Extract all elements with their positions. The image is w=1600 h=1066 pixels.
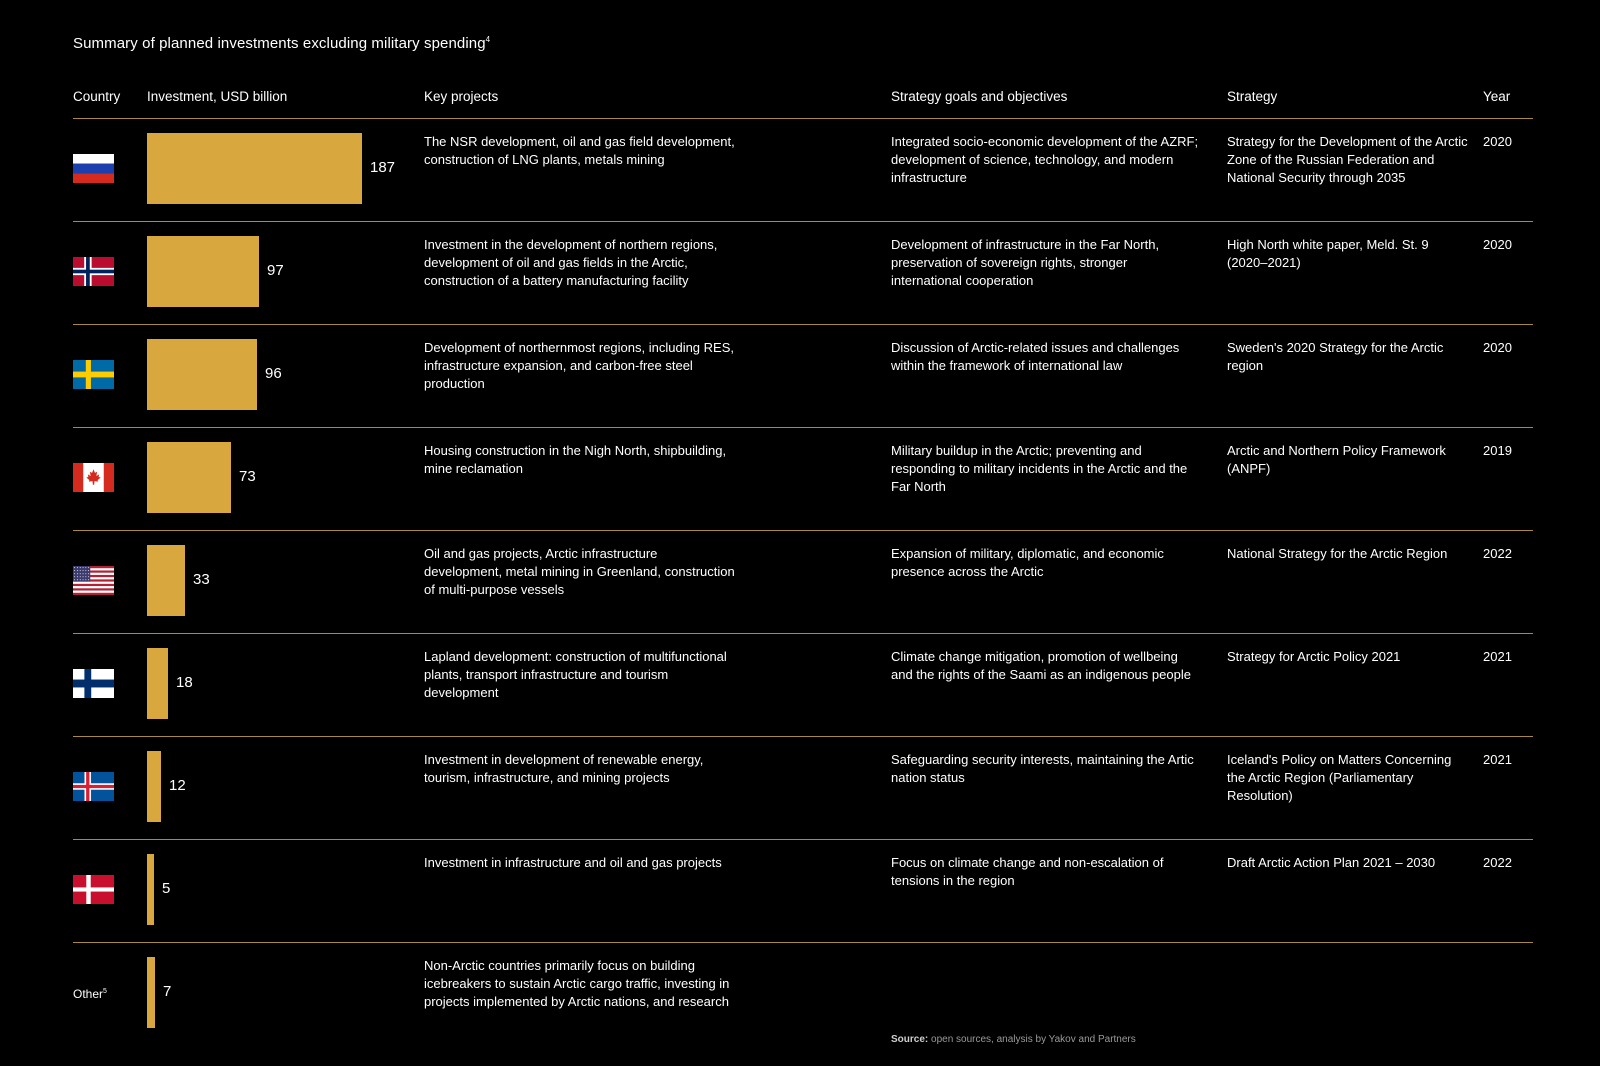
key-projects-cell: Investment in development of renewable energy, tourism, infrastructure, and mining projects (424, 752, 704, 785)
bar-value-label: 73 (239, 468, 256, 485)
norway-flag-icon (73, 257, 114, 286)
strategy-cell: Draft Arctic Action Plan 2021 – 2030 (1227, 855, 1436, 870)
table-row (0, 530, 1600, 633)
country-footnote: 5 (103, 988, 107, 995)
year-cell: 2020 (1483, 134, 1512, 149)
bar-value-label: 187 (370, 159, 396, 176)
strategy-goals-cell: Development of infrastructure in the Far North, preservation of sovereign rights, stronger international cooperation (891, 237, 1160, 288)
year-cell: 2022 (1483, 546, 1512, 561)
iceland-flag-icon (73, 772, 114, 801)
table-row (0, 427, 1600, 530)
key-projects-cell: Non-Arctic countries primarily focus on building icebreakers to sustain Arctic cargo traffic, investing in projects implemented by Arctic nations, and research (424, 958, 730, 1009)
bar-finland (147, 648, 168, 719)
bar-russia (147, 133, 362, 204)
table-row (0, 736, 1600, 839)
key-projects-cell: Development of northernmost regions, including RES, infrastructure expansion, and carbon-free steel production (424, 340, 734, 391)
key-projects-cell: Lapland development: construction of multifunctional plants, transport infrastructure and tourism development (424, 649, 727, 700)
title-footnote: 4 (485, 35, 491, 44)
year-cell: 2021 (1483, 752, 1512, 767)
source-note: Source: open sources, analysis by Yakov and Partners (891, 1034, 1136, 1045)
key-projects-cell: Investment in the development of northern regions, development of oil and gas fields in the Arctic, construction of a battery manufacturing facility (424, 237, 718, 288)
header-key-projects: Key projects (424, 89, 499, 104)
strategy-cell: High North white paper, Meld. St. 9 (2020–2021) (1227, 237, 1429, 270)
strategy-cell: Strategy for Arctic Policy 2021 (1227, 649, 1401, 664)
year-cell: 2021 (1483, 649, 1512, 664)
strategy-cell: Arctic and Northern Policy Framework (ANPF) (1227, 443, 1446, 476)
header-investment: Investment, USD billion (147, 89, 288, 104)
sweden-flag-icon (73, 360, 114, 389)
header-strategy-goals: Strategy goals and objectives (891, 89, 1068, 104)
key-projects-cell: Oil and gas projects, Arctic infrastructure development, metal mining in Greenland, construction of multi-purpose vessels (424, 546, 735, 597)
strategy-goals-cell: Expansion of military, diplomatic, and economic presence across the Arctic (891, 546, 1164, 579)
bar-value-label: 33 (193, 571, 210, 588)
year-cell: 2022 (1483, 855, 1512, 870)
russia-flag-icon (73, 154, 114, 183)
bar-usa (147, 545, 185, 616)
key-projects-cell: Housing construction in the Nigh North, shipbuilding, mine reclamation (424, 443, 727, 476)
bar-denmark (147, 854, 154, 925)
table-row (0, 942, 1600, 1045)
bar-value-label: 18 (176, 674, 193, 691)
year-cell: 2020 (1483, 340, 1512, 355)
bar-value-label: 5 (162, 880, 171, 897)
strategy-goals-cell: Military buildup in the Arctic; preventing and responding to military incidents in the Arctic and the Far North (891, 443, 1188, 494)
usa-flag-icon (73, 566, 114, 595)
strategy-cell: Sweden's 2020 Strategy for the Arctic region (1227, 340, 1444, 373)
bar-value-label: 7 (163, 983, 172, 1000)
bar-norway (147, 236, 259, 307)
strategy-cell: Strategy for the Development of the Arctic Zone of the Russian Federation and National Security through 2035 (1227, 134, 1468, 185)
header-year: Year (1483, 89, 1511, 104)
bar-other (147, 957, 155, 1028)
table-row (0, 633, 1600, 736)
chart-title: Summary of planned investments excluding military spending$^4$ (73, 35, 491, 52)
strategy-goals-cell: Integrated socio-economic development of the AZRF; development of science, technology, and modern infrastructure (891, 134, 1199, 185)
key-projects-cell: The NSR development, oil and gas field development, construction of LNG plants, metals mining (424, 134, 735, 167)
year-cell: 2019 (1483, 443, 1512, 458)
table-row (0, 221, 1600, 324)
strategy-goals-cell: Climate change mitigation, promotion of wellbeing and the rights of the Saami as an indigenous people (891, 649, 1191, 682)
bar-value-label: 12 (169, 777, 186, 794)
strategy-cell: Iceland's Policy on Matters Concerning the Arctic Region (Parliamentary Resolution) (1227, 752, 1452, 803)
strategy-goals-cell: Safeguarding security interests, maintaining the Artic nation status (891, 752, 1194, 785)
key-projects-cell: Investment in infrastructure and oil and gas projects (424, 855, 722, 870)
table-row (0, 839, 1600, 942)
strategy-goals-cell: Discussion of Arctic-related issues and challenges within the framework of international law (891, 340, 1180, 373)
country-label: Other$^5$ (73, 987, 107, 1001)
bar-value-label: 97 (267, 262, 284, 279)
table-row (0, 324, 1600, 427)
header-strategy: Strategy (1227, 89, 1278, 104)
table-row (0, 118, 1600, 221)
bar-canada (147, 442, 231, 513)
bar-sweden (147, 339, 257, 410)
bar-value-label: 96 (265, 365, 282, 382)
header-country: Country (73, 89, 121, 104)
year-cell: 2020 (1483, 237, 1512, 252)
canada-flag-icon (73, 463, 114, 492)
denmark-flag-icon (73, 875, 114, 904)
finland-flag-icon (73, 669, 114, 698)
strategy-goals-cell: Focus on climate change and non-escalation of tensions in the region (891, 855, 1164, 888)
bar-iceland (147, 751, 161, 822)
strategy-cell: National Strategy for the Arctic Region (1227, 546, 1448, 561)
